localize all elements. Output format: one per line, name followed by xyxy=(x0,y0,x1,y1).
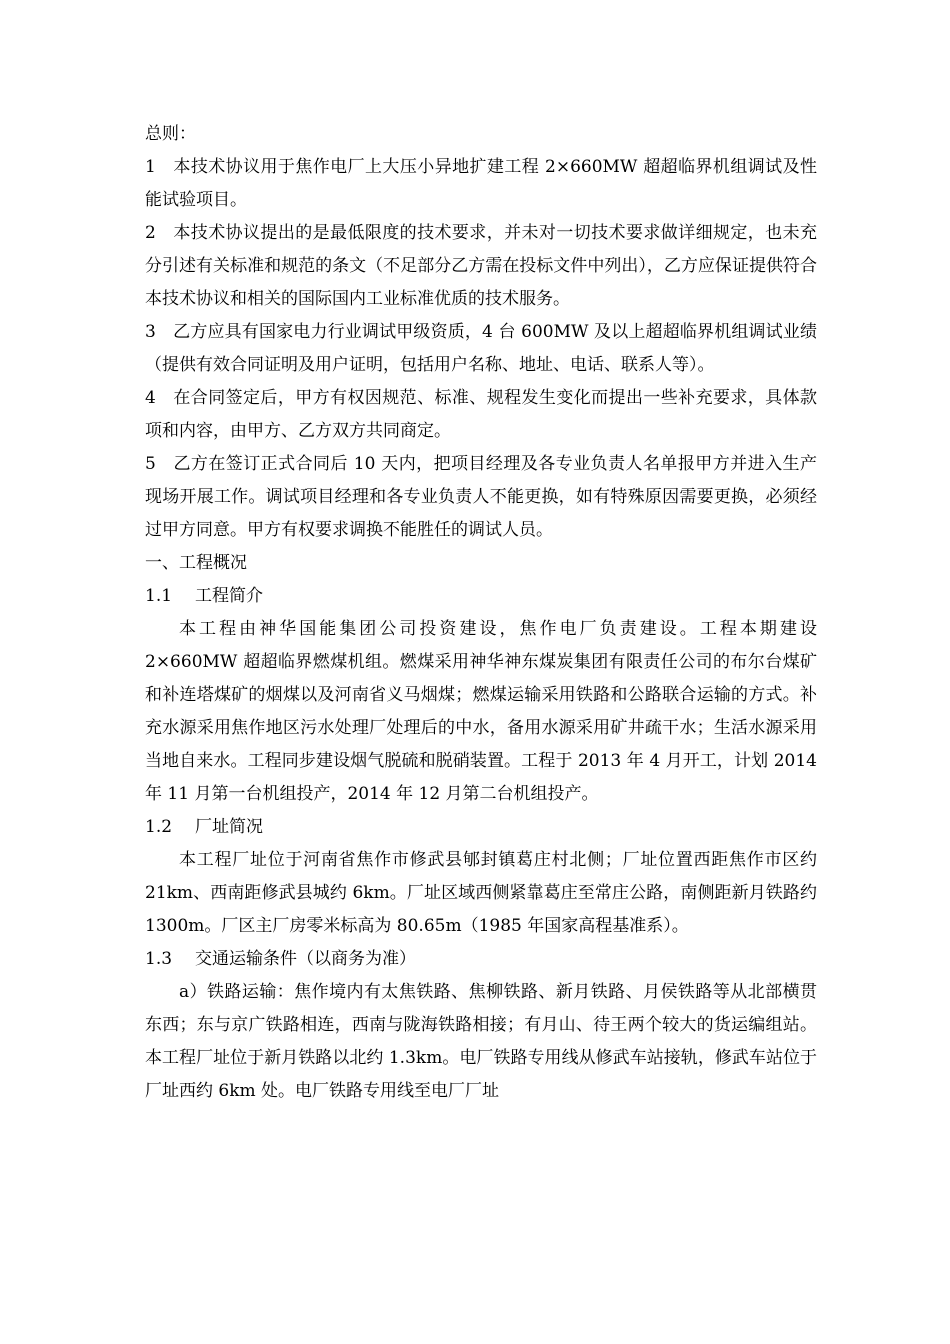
item-number: 2 xyxy=(145,223,156,243)
subsection-heading-1-3 xyxy=(145,943,817,976)
item-number: 3 xyxy=(145,322,156,342)
subsection-title: 厂址简况 xyxy=(195,817,263,837)
item-text: 本技术协议用于焦作电厂上大压小异地扩建工程 2×660MW 超超临界机组调试及性能试验项目。 xyxy=(145,157,817,210)
item-text: 乙方应具有国家电力行业调试甲级资质，4 台 600MW 及以上超超临界机组调试业绩（提供有效合同证明及用户证明，包括用户名称、地址、电话、联系人等）。 xyxy=(145,322,817,375)
general-item-3 xyxy=(145,316,817,382)
subsection-heading-1-2 xyxy=(145,811,817,844)
general-item-1 xyxy=(145,151,817,217)
subsection-number: 1.3 xyxy=(145,949,173,969)
item-text: 乙方在签订正式合同后 10 天内，把项目经理及各专业负责人名单报甲方并进入生产现场开展工作。调试项目经理和各专业负责人不能更换，如有特殊原因需要更换，必须经过甲方同意。甲方有权要求调换不能胜任的调试人员。 xyxy=(145,454,817,540)
section-heading: 一、工程概况 xyxy=(145,553,247,573)
general-item-5 xyxy=(145,448,817,547)
item-text: 在合同签定后，甲方有权因规范、标准、规程发生变化而提出一些补充要求，具体款项和内容，由甲方、乙方双方共同商定。 xyxy=(145,388,817,441)
item-number: 5 xyxy=(145,454,156,474)
item-number: 1 xyxy=(145,157,156,177)
document-body xyxy=(145,118,817,1108)
subsection-title: 交通运输条件（以商务为准） xyxy=(195,949,416,969)
general-item-4 xyxy=(145,382,817,448)
item-text: 本技术协议提出的是最低限度的技术要求，并未对一切技术要求做详细规定，也未充分引述有关标准和规范的条文（不足部分乙方需在投标文件中列出），乙方应保证提供符合本技术协议和相关的国际国内工业标准优质的技术服务。 xyxy=(145,223,817,309)
item-number: 4 xyxy=(145,388,156,408)
subsection-heading-1-1 xyxy=(145,580,817,613)
general-heading: 总则： xyxy=(145,124,196,144)
subsection-text-1-3: a）铁路运输：焦作境内有太焦铁路、焦柳铁路、新月铁路、月侯铁路等从北部横贯东西；东与京广铁路相连，西南与陇海铁路相接；有月山、待王两个较大的货运编组站。本工程厂址位于新月铁路以北约 1.3km。电厂铁路专用线从修武车站接轨，修武车站位于厂址西约 6km 处。电厂铁路专用线至电厂厂址 xyxy=(145,982,817,1101)
general-item-2 xyxy=(145,217,817,316)
subsection-number: 1.2 xyxy=(145,817,173,837)
subsection-text-1-2: 本工程厂址位于河南省焦作市修武县郇封镇葛庄村北侧；厂址位置西距焦作市区约 21km、西南距修武县城约 6km。厂址区域西侧紧靠葛庄至常庄公路，南侧距新月铁路约 1300m。厂区主厂房零米标高为 80.65m（1985 年国家高程基准系）。 xyxy=(145,850,817,936)
subsection-title: 工程简介 xyxy=(195,586,263,606)
subsection-text-1-1: 本工程由神华国能集团公司投资建设，焦作电厂负责建设。工程本期建设 2×660MW 超超临界燃煤机组。燃煤采用神华神东煤炭集团有限责任公司的布尔台煤矿和补连塔煤矿的烟煤以及河南省义马烟煤；燃煤运输采用铁路和公路联合运输的方式。补充水源采用焦作地区污水处理厂处理后的中水，备用水源采用矿井疏干水；生活水源采用当地自来水。工程同步建设烟气脱硫和脱硝装置。工程于 2013 年 4 月开工，计划 2014 年 11 月第一台机组投产，2014 年 12 月第二台机组投产。 xyxy=(145,619,817,804)
subsection-number: 1.1 xyxy=(145,586,173,606)
